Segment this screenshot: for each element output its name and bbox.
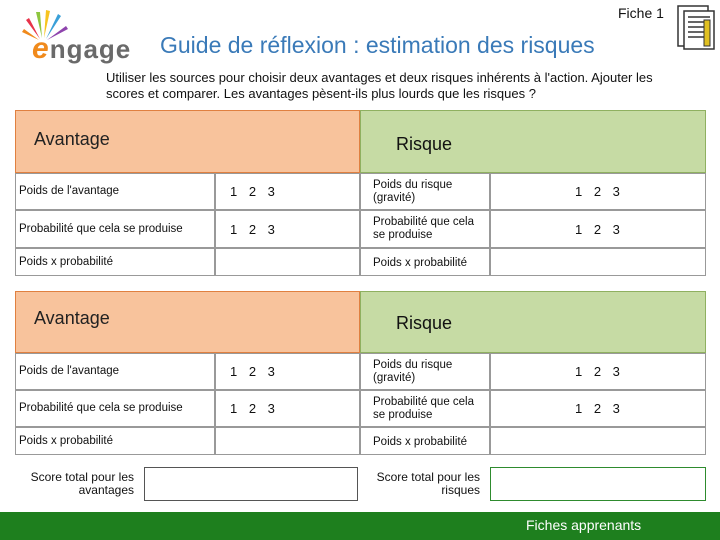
poids-avantage-scale-2[interactable]: 1 2 3 (215, 353, 360, 390)
footer-bar (0, 512, 720, 540)
probabilite-avantage-scale[interactable]: 1 2 3 (215, 210, 360, 248)
poids-x-probabilite-risque-label: Poids x probabilité (360, 248, 490, 276)
score-risques-label: Score total pour les risques (376, 470, 480, 497)
risque-header-2: Risque (390, 309, 490, 337)
probabilite-avantage-label: Probabilité que cela se produise (15, 210, 215, 248)
instructions: Utiliser les sources pour choisir deux avantages et deux risques inhérents à l'action. Ajouter les scores et comparer. Les avantages pèsent-ils plus lourds que les risques ? (106, 70, 653, 101)
probabilite-risque-label: Probabilité que cela se produise (360, 210, 490, 248)
footer-text: Fiches apprenants (526, 517, 642, 533)
engage-logo (12, 8, 137, 65)
logo-text: engage (32, 32, 132, 65)
poids-avantage-label: Poids de l'avantage (15, 173, 215, 210)
score-risques-box[interactable] (490, 467, 706, 501)
worksheet-icon (674, 2, 718, 52)
poids-x-probabilite-avantage-label: Poids x probabilité (15, 248, 215, 276)
poids-avantage-scale[interactable]: 1 2 3 (215, 173, 360, 210)
poids-risque-scale[interactable]: 1 2 3 (490, 173, 706, 210)
score-avantages-box[interactable] (144, 467, 358, 501)
poids-x-probabilite-avantage-value-2[interactable] (215, 427, 360, 455)
avantage-header-2: Avantage (15, 291, 360, 353)
probabilite-risque-label-2: Probabilité que cela se produise (360, 390, 490, 427)
probabilite-avantage-label-2: Probabilité que cela se produise (15, 390, 215, 427)
poids-risque-label: Poids du risque (gravité) (360, 173, 490, 210)
poids-x-probabilite-risque-value-2[interactable] (490, 427, 706, 455)
probabilite-risque-scale[interactable]: 1 2 3 (490, 210, 706, 248)
poids-risque-scale-2[interactable]: 1 2 3 (490, 353, 706, 390)
probabilite-avantage-scale-2[interactable]: 1 2 3 (215, 390, 360, 427)
page-title: Guide de réflexion : estimation des risques (160, 32, 595, 58)
poids-x-probabilite-avantage-label-2: Poids x probabilité (15, 427, 215, 455)
probabilite-risque-scale-2[interactable]: 1 2 3 (490, 390, 706, 427)
poids-x-probabilite-risque-value[interactable] (490, 248, 706, 276)
poids-avantage-label-2: Poids de l'avantage (15, 353, 215, 390)
risque-header: Risque (390, 130, 490, 158)
fiche-number: Fiche 1 (618, 5, 664, 21)
poids-risque-label-2: Poids du risque (gravité) (360, 353, 490, 390)
score-avantages-label: Score total pour les avantages (30, 470, 134, 497)
poids-x-probabilite-risque-label-2: Poids x probabilité (360, 427, 490, 455)
poids-x-probabilite-avantage-value[interactable] (215, 248, 360, 276)
avantage-header: Avantage (15, 110, 360, 173)
